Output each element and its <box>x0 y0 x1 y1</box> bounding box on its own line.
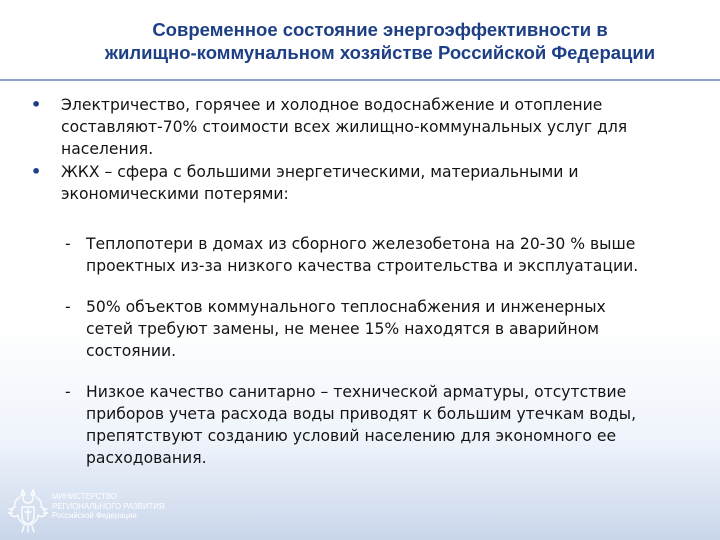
title-line-1: Современное состояние энергоэффективности в <box>152 19 608 40</box>
sub-item-line: 50% объектов коммунального теплоснабжения и инженерных <box>86 298 606 316</box>
sub-item-heating-networks <box>30 296 695 362</box>
title-line-2: жилищно-коммунальном хозяйстве Российской Федерации <box>104 42 656 63</box>
dash-marker: - <box>65 298 71 316</box>
bullet-list <box>30 94 695 205</box>
bullet-line: Электричество, горячее и холодное водоснабжение и отопление <box>61 96 603 114</box>
sub-item-line: Теплопотери в домах из сборного железобетона на 20-30 % выше <box>86 235 636 253</box>
bullet-line: населения. <box>61 140 154 158</box>
title-divider <box>0 79 720 81</box>
sub-item-line: состоянии. <box>86 342 177 360</box>
sub-item-sanitary-fittings <box>30 381 695 469</box>
sub-item-line: проектных из-за низкого качества строительства и эксплуатации. <box>86 257 639 275</box>
title-area <box>0 0 720 78</box>
bullet-line: экономическими потерями: <box>61 185 289 203</box>
bullet-line: ЖКХ – сфера с большими энергетическими, материальными и <box>61 163 579 181</box>
ministry-line-2: РЕГИОНАЛЬНОГО РАЗВИТИЯ <box>52 501 165 511</box>
sub-item-line: сетей требуют замены, не менее 15% находятся в аварийном <box>86 320 600 338</box>
ministry-line-3: Российской Федерации <box>52 511 137 520</box>
ministry-line-1: МИНИСТЕРСТВО <box>52 492 117 501</box>
slide-content <box>30 94 695 488</box>
ministry-name <box>52 492 165 521</box>
slide-title <box>40 18 720 64</box>
ministry-logo <box>0 482 230 540</box>
coat-of-arms-icon <box>8 485 48 537</box>
sub-item-line: препятствуют созданию условий населению для экономного ее <box>86 427 617 445</box>
bullet-marker: • <box>31 95 42 114</box>
bullet-item-housing <box>30 161 695 205</box>
sub-bullet-list <box>30 233 695 469</box>
bullet-marker: • <box>31 162 42 181</box>
sub-item-line: приборов учета расхода воды приводят к большим утечкам воды, <box>86 405 637 423</box>
bullet-line: составляют-70% стоимости всех жилищно-коммунальных услуг для <box>61 118 628 136</box>
dash-marker: - <box>65 235 71 253</box>
dash-marker: - <box>65 383 71 401</box>
sub-item-line: расходования. <box>86 449 207 467</box>
bullet-item-electricity <box>30 94 695 160</box>
sub-item-line: Низкое качество санитарно – технической арматуры, отсутствие <box>86 383 627 401</box>
sub-item-heat-loss <box>30 233 695 277</box>
